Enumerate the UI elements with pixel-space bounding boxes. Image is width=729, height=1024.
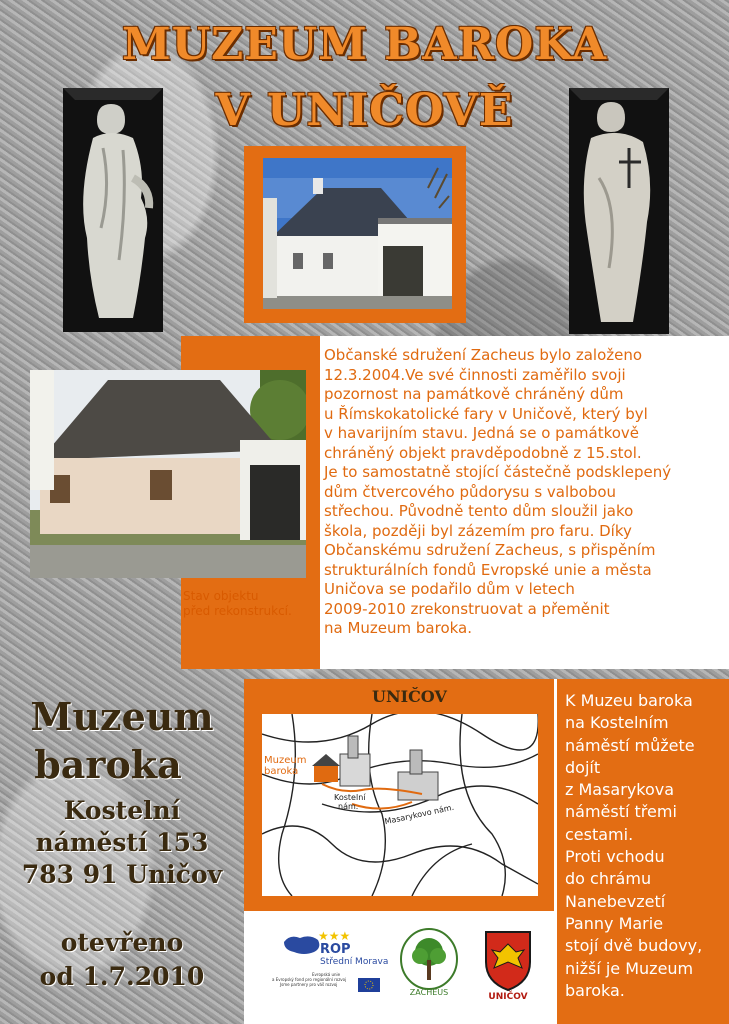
description-line: u Římskokatolické fary v Uničově, který byl <box>324 404 648 423</box>
description-line: střechou. Původně tento dům sloužil jako <box>324 502 634 520</box>
map-label-museum-line1: Muzeum <box>264 755 307 766</box>
description-line: chráněný objekt pravděpodobně z 15.stol. <box>324 443 642 462</box>
description-line: Uničova se podařilo dům v letech <box>324 580 575 598</box>
rop-small-line2: a Evropský fond pro regionální rozvoj <box>272 977 347 982</box>
directions-line: náměstí můžete <box>565 735 695 755</box>
description-line: v havarijním stavu. Jedná se o památkově <box>324 424 640 442</box>
description-line: Je to samostatně stojící částečně podsklepený <box>324 463 672 481</box>
address-street-line2: náměstí 153 <box>35 828 209 857</box>
directions-line: náměstí třemi <box>565 802 677 822</box>
directions-line: K Muzeu baroka <box>565 691 693 710</box>
description-line: pozornost na památkově chráněný dům <box>324 385 624 403</box>
museum-before-photo <box>30 370 306 578</box>
directions-line: stojí dvě budovy, <box>565 936 703 956</box>
description-line: Občanskému sdružení Zacheus, s přispěním <box>324 541 656 559</box>
czech-map-icon <box>282 932 322 958</box>
svg-text:★★★: ★★★ <box>318 929 351 943</box>
rop-logo <box>272 928 389 998</box>
photo-caption-line2: před rekonstrukcí. <box>183 604 292 618</box>
town-map <box>262 714 538 896</box>
map-label-kostelni-line1: Kostelní <box>334 793 366 802</box>
zacheus-logo <box>398 928 460 998</box>
address-name-line2: baroka <box>34 742 182 787</box>
description-line: Občanské sdružení Zacheus bylo založeno <box>324 346 643 364</box>
directions-line: Panny Marie <box>565 913 664 933</box>
address-name-line1: Muzeum <box>30 694 214 739</box>
directions-line: baroka. <box>565 980 625 1000</box>
directions-line: nižší je Muzeum <box>565 958 694 978</box>
page-title-line1: MUZEUM BAROKA <box>122 19 607 70</box>
description-line: 2009-2010 zrekonstruovat a přeměnit <box>324 599 610 618</box>
address-block <box>0 680 244 1024</box>
rop-title: ROP <box>320 942 351 957</box>
opening-line2: od 1.7.2010 <box>39 962 205 991</box>
description-line: strukturálních fondů Evropské unie a města <box>324 560 652 579</box>
description-line: 12.3.2004.Ve své činnosti zaměřilo svoji <box>324 365 626 384</box>
directions-line: Nanebevzetí <box>565 891 666 911</box>
directions-line: dojít <box>565 757 601 777</box>
description-line: na Muzeum baroka. <box>324 619 473 637</box>
directions-line: z Masarykova <box>565 780 675 800</box>
museum-after-photo <box>263 158 452 309</box>
map-title: UNIČOV <box>372 687 447 706</box>
unicov-label: UNIČOV <box>488 992 528 1002</box>
description-text <box>324 346 724 639</box>
directions-text <box>565 690 725 1002</box>
directions-line: do chrámu <box>565 869 652 889</box>
rop-small-line1: Evropská unie <box>312 972 341 977</box>
map-label-masaryk: Masarykovo nám. <box>383 802 455 827</box>
unicov-logo <box>482 930 534 1004</box>
map-label-museum-line2: baroka <box>264 766 299 777</box>
right-statue-photo <box>569 88 669 334</box>
directions-line: Proti vchodu <box>565 847 665 867</box>
opening-line1: otevřeno <box>60 928 184 957</box>
map-label-kostelni-line2: nám. <box>338 802 359 811</box>
address-street-line1: Kostelní <box>63 796 181 825</box>
zacheus-label: ZACHEUS <box>409 988 449 997</box>
directions-line: cestami. <box>565 824 634 844</box>
rop-region: Střední Morava <box>320 957 389 967</box>
description-line: škola, později byl zázemím pro faru. Díky <box>324 521 632 540</box>
tree-icon <box>398 928 460 990</box>
rop-small-line3: Jsme partnery pro váš rozvoj <box>280 982 338 987</box>
eu-flag-icon <box>358 978 380 992</box>
description-line: dům čtvercového půdorysu s valbobou <box>324 482 617 501</box>
coat-of-arms-icon <box>482 930 534 992</box>
page-title-line2: V UNIČOVĚ <box>215 85 514 136</box>
left-statue-photo <box>63 88 163 332</box>
address-zip: 783 91 Uničov <box>21 860 223 889</box>
directions-line: na Kostelním <box>565 713 669 733</box>
photo-caption-line1: Stav objektu <box>183 589 259 603</box>
